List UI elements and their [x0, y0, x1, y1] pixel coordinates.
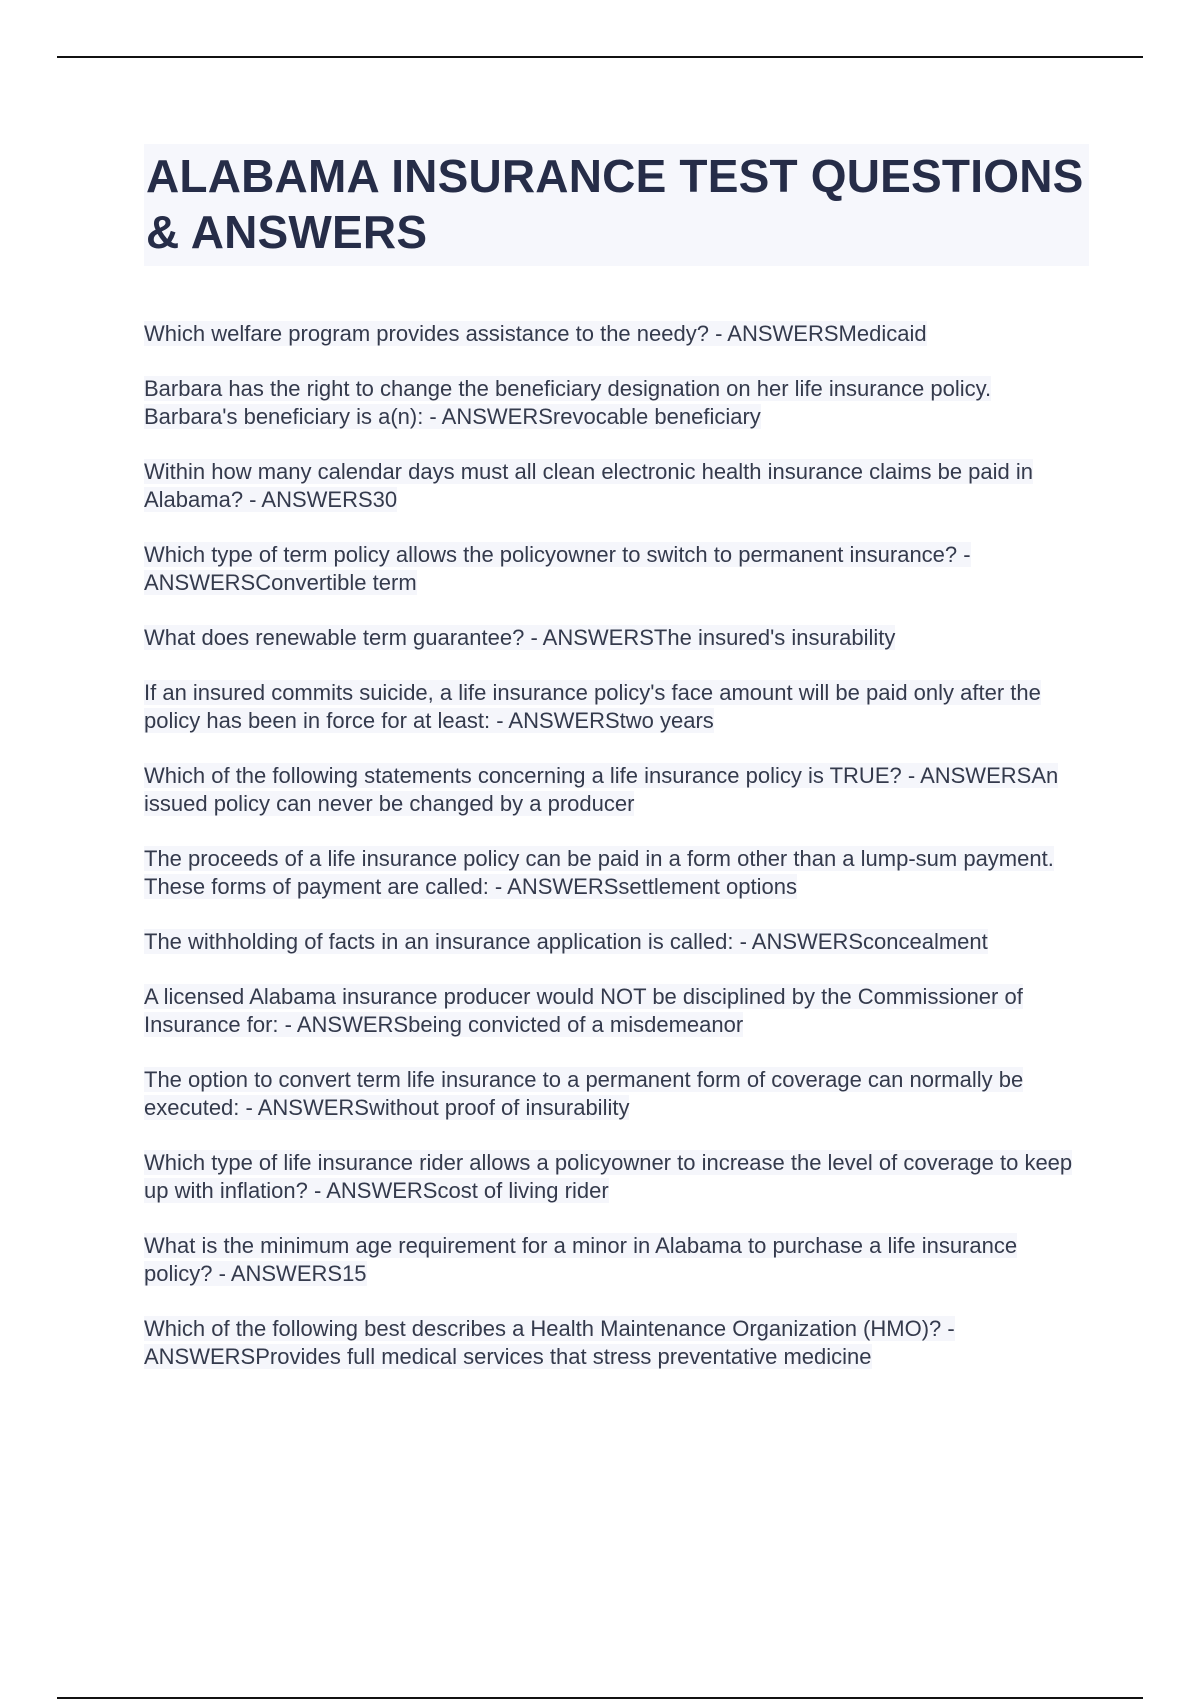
qa-item	[144, 458, 1089, 514]
bottom-rule	[57, 1697, 1143, 1699]
answer-text: settlement options	[618, 874, 797, 899]
question-text: If an insured commits suicide, a life insurance policy's face amount will be paid only after the policy has been in force for at least: - ANSWERS	[144, 680, 1041, 733]
qa-item	[144, 320, 1089, 348]
answer-text: cost of living rider	[437, 1178, 609, 1203]
qa-item	[144, 928, 1089, 956]
question-text: The withholding of facts in an insurance application is called: - ANSWERS	[144, 929, 864, 954]
answer-text: Medicaid	[838, 321, 927, 346]
top-rule	[57, 56, 1143, 58]
qa-item	[144, 1149, 1089, 1205]
qa-item	[144, 762, 1089, 818]
qa-item	[144, 983, 1089, 1039]
qa-item	[144, 845, 1089, 901]
answer-text: 30	[372, 487, 398, 512]
answer-text: being convicted of a misdemeanor	[408, 1012, 744, 1037]
question-text: Within how many calendar days must all clean electronic health insurance claims be paid in Alabama? - ANSWERS	[144, 459, 1034, 512]
question-text: Which welfare program provides assistance to the needy? - ANSWERS	[144, 321, 839, 346]
document-title: ALABAMA INSURANCE TEST QUESTIONS & ANSWERS	[146, 150, 1084, 258]
question-text: The proceeds of a life insurance policy can be paid in a form other than a lump-sum payment. These forms of payment are called: - ANSWERS	[144, 846, 1054, 899]
question-text: What is the minimum age requirement for a minor in Alabama to purchase a life insurance policy? - ANSWERS	[144, 1233, 1018, 1286]
answer-text: Provides full medical services that stress preventative medicine	[255, 1344, 872, 1369]
answer-text: without proof of insurability	[368, 1095, 630, 1120]
answer-text: The insured's insurability	[653, 625, 896, 650]
qa-item	[144, 1315, 1089, 1371]
question-text: Which type of life insurance rider allows a policyowner to increase the level of coverage to keep up with inflation? - ANSWERS	[144, 1150, 1073, 1203]
qa-item	[144, 624, 1089, 652]
qa-item	[144, 1066, 1089, 1122]
answer-text: Convertible term	[255, 570, 417, 595]
qa-item	[144, 375, 1089, 431]
question-text: The option to convert term life insurance to a permanent form of coverage can normally be executed: - ANSWERS	[144, 1067, 1024, 1120]
qa-item	[144, 679, 1089, 735]
question-text: A licensed Alabama insurance producer would NOT be disciplined by the Commissioner of Insurance for: - ANSWERS	[144, 984, 1023, 1037]
qa-list	[144, 320, 1089, 1371]
answer-text: concealment	[863, 929, 988, 954]
title-block	[144, 144, 1089, 266]
answer-text: two years	[619, 708, 714, 733]
question-text: Which of the following statements concerning a life insurance policy is TRUE? - ANSWERS	[144, 763, 1032, 788]
qa-item	[144, 541, 1089, 597]
answer-text: 15	[342, 1261, 367, 1286]
answer-text: revocable beneficiary	[552, 404, 761, 429]
document-body	[144, 144, 1089, 1398]
question-text: Which of the following best describes a Health Maintenance Organization (HMO)? - ANSWERS	[144, 1316, 955, 1369]
answer-text: An issued policy can never be changed by a producer	[144, 763, 1059, 816]
qa-item	[144, 1232, 1089, 1288]
question-text: What does renewable term guarantee? - ANSWERS	[144, 625, 654, 650]
question-text: Barbara has the right to change the beneficiary designation on her life insurance policy. Barbara's beneficiary is a(n): - ANSWERS	[144, 376, 992, 429]
question-text: Which type of term policy allows the policyowner to switch to permanent insurance? - ANSWERS	[144, 542, 971, 595]
